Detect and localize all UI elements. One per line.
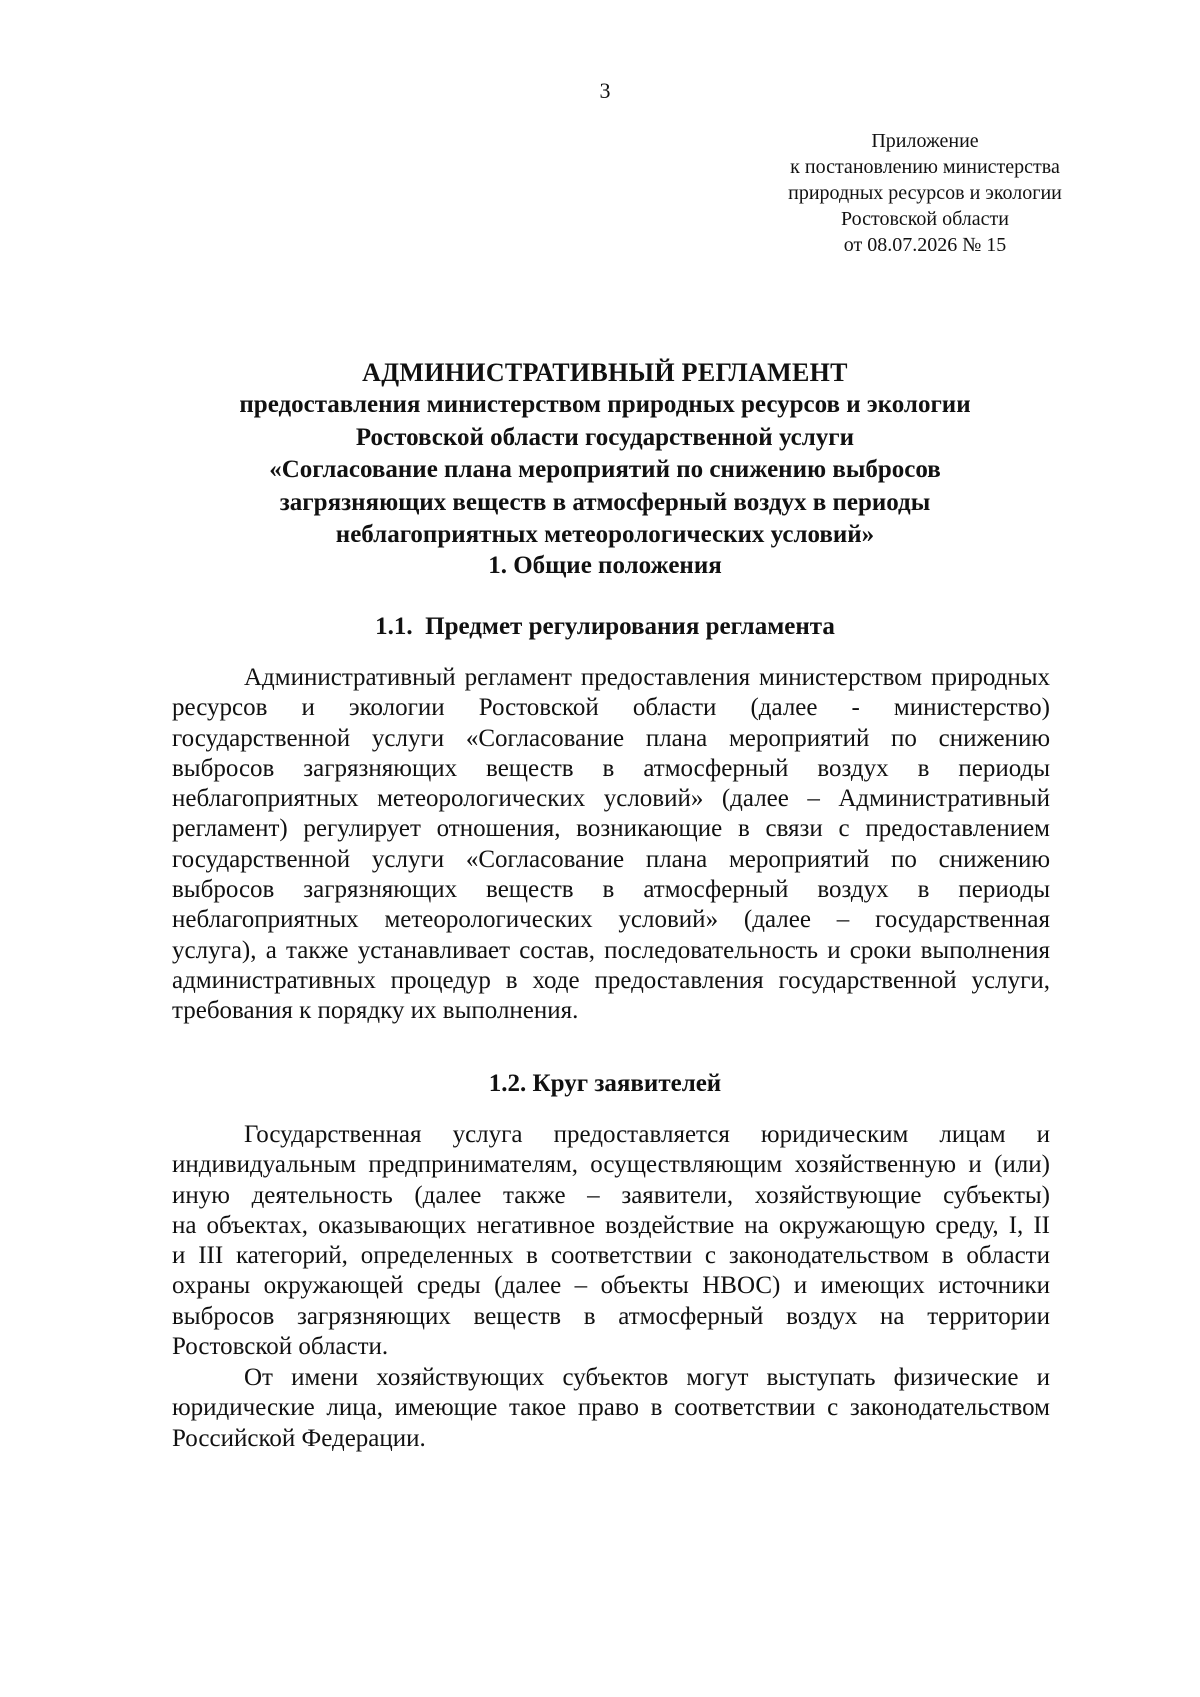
- paragraph-line: От имени хозяйствующих субъектов могут выступать физические и: [244, 1364, 1050, 1391]
- paragraph-line: выбросов загрязняющих веществ в атмосферный воздух в периоды: [172, 754, 1050, 782]
- title-line: Ростовской области государственной услуги: [355, 423, 855, 451]
- paragraph-line: административных процедур в ходе предоставления государственной услуги,: [172, 966, 1050, 994]
- title-line: неблагоприятных метеорологических условий»: [335, 521, 875, 548]
- title-line: предоставления министерством природных ресурсов и экологии: [239, 391, 971, 418]
- title-line: «Согласование плана мероприятий по снижению выбросов: [269, 456, 941, 483]
- paragraph-line: охраны окружающей среды (далее – объекты НВОС) и имеющих источники: [172, 1272, 1050, 1300]
- paragraph-line: услуга), а также устанавливает состав, последовательность и сроки выполнения: [172, 936, 1050, 964]
- paragraph-subject: [172, 663, 1050, 1027]
- appendix-line: Приложение: [871, 130, 979, 152]
- appendix-line: природных ресурсов и экологии: [788, 182, 1062, 204]
- paragraph-line: неблагоприятных метеорологических условий» (далее – Административный: [172, 785, 1050, 813]
- title-main: АДМИНИСТРАТИВНЫЙ РЕГЛАМЕНТ: [362, 358, 848, 387]
- paragraph-line: на объектах, оказывающих негативное воздействие на окружающую среду, I, II: [172, 1211, 1050, 1239]
- paragraph-line: юридические лица, имеющие такое право в соответствии с законодательством: [172, 1394, 1050, 1422]
- appendix-line: от 08.07.2026 № 15: [843, 234, 1007, 256]
- paragraph-representatives: [172, 1363, 1050, 1454]
- appendix-line: Ростовской области: [841, 208, 1009, 230]
- paragraph-line: иную деятельность (далее также – заявители, хозяйствующие субъекты): [172, 1181, 1050, 1209]
- paragraph-line: выбросов загрязняющих веществ в атмосферный воздух на территории: [172, 1302, 1050, 1330]
- paragraph-line: требования к порядку их выполнения.: [172, 997, 579, 1025]
- paragraph-line: Административный регламент предоставления министерством природных: [244, 664, 1050, 691]
- section-heading-applicants: 1.2. Круг заявителей: [488, 1070, 722, 1097]
- appendix-line: к постановлению министерства: [790, 156, 1060, 178]
- paragraph-line: Государственная услуга предоставляется юридическим лицам и: [244, 1121, 1050, 1148]
- paragraph-line: и III категорий, определенных в соответствии с законодательством в области: [172, 1242, 1050, 1270]
- page-number: 3: [599, 78, 611, 103]
- title-line: загрязняющих веществ в атмосферный воздух в периоды: [279, 488, 931, 516]
- appendix-block: [760, 128, 1090, 258]
- paragraph-line: государственной услуги «Согласование плана мероприятий по снижению: [172, 845, 1050, 873]
- paragraph-line: ресурсов и экологии Ростовской области (далее - министерство): [172, 694, 1050, 722]
- paragraph-line: Российской Федерации.: [172, 1424, 426, 1452]
- paragraph-line: неблагоприятных метеорологических условий» (далее – государственная: [172, 906, 1050, 934]
- paragraph-applicants: [172, 1120, 1050, 1362]
- document-title: [160, 357, 1050, 552]
- paragraph-line: государственной услуги «Согласование плана мероприятий по снижению: [172, 724, 1050, 752]
- section-heading-subject: 1.1. Предмет регулирования регламента: [375, 613, 835, 640]
- paragraph-line: Ростовской области.: [172, 1333, 389, 1361]
- section-heading-general: 1. Общие положения: [488, 552, 722, 579]
- paragraph-line: индивидуальным предпринимателям, осуществляющим хозяйственную и (или): [172, 1151, 1050, 1179]
- paragraph-line: регламент) регулирует отношения, возникающие в связи с предоставлением: [172, 815, 1050, 843]
- paragraph-line: выбросов загрязняющих веществ в атмосферный воздух в периоды: [172, 876, 1050, 904]
